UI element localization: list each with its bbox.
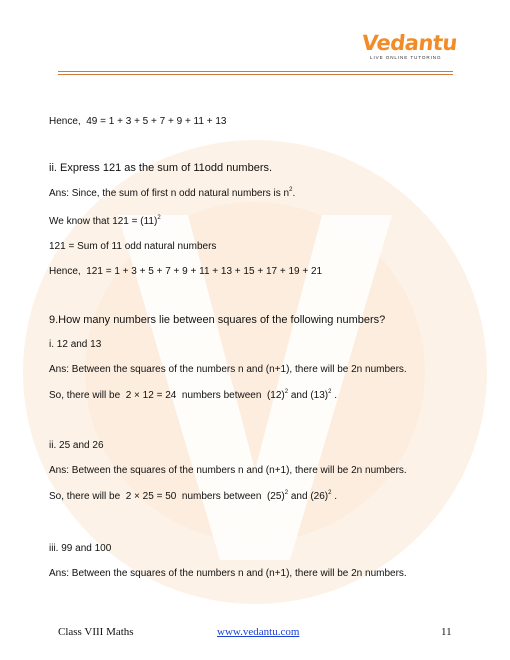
- text: Ans: Since, the sum of first n odd natural numbers is n: [49, 188, 290, 199]
- text: odd numbers.: [204, 162, 273, 174]
- equation: 121 =: [49, 241, 75, 252]
- question-label: ii.: [49, 162, 57, 174]
- text: and: [75, 543, 92, 554]
- logo-wordmark: Vedantu: [360, 31, 459, 55]
- question-label: i.: [49, 339, 54, 350]
- term: (26): [310, 491, 329, 502]
- number: 12: [56, 339, 68, 350]
- equation: 49 = 1 + 3 + 5 + 7 + 9 + 11 + 13: [86, 116, 227, 127]
- line-hence-121: [49, 266, 322, 278]
- question-label: iii.: [49, 543, 59, 554]
- text: .: [292, 188, 296, 199]
- text: and: [290, 390, 308, 401]
- text: Sum of 11 odd natural numbers: [77, 241, 217, 252]
- text: and: [70, 339, 88, 350]
- vedantu-logo: [360, 31, 459, 60]
- text: Hence,: [49, 116, 81, 127]
- number: 121: [102, 162, 122, 174]
- number: 13: [90, 339, 102, 350]
- text: Express: [60, 162, 100, 174]
- header-rule-bottom: [58, 74, 453, 75]
- text: as the sum of: [124, 162, 191, 174]
- text: Ans: Between the squares of the numbers n and (n+1), there will be 2n numbers.: [49, 364, 407, 375]
- line-so-ii: [49, 491, 337, 503]
- text: numbers between: [181, 390, 262, 401]
- superscript: 2: [284, 490, 289, 496]
- number: 26: [92, 440, 104, 451]
- text: So, there will be: [49, 491, 121, 502]
- term: (12): [266, 390, 285, 401]
- number: 25: [59, 440, 71, 451]
- question-label: ii.: [49, 440, 57, 451]
- header-rule-top: [58, 71, 453, 72]
- answer-ii: [49, 465, 407, 477]
- term: (13): [310, 390, 329, 401]
- number: 11: [193, 162, 205, 174]
- footer-website-link[interactable]: www.vedantu.com: [217, 626, 300, 638]
- question-9-heading: [49, 314, 385, 326]
- number: 100: [94, 543, 112, 554]
- text: Hence,: [49, 266, 81, 277]
- logo-tagline: LIVE ONLINE TUTORING: [370, 55, 442, 60]
- answer-sum-odd: [49, 188, 295, 200]
- footer-class-label: Class VIII Maths: [58, 626, 134, 638]
- superscript: 2: [284, 389, 289, 395]
- superscript: 2: [328, 490, 332, 496]
- superscript: 2: [289, 187, 293, 193]
- equation: 121 = (11): [112, 216, 158, 227]
- page-number: 11: [441, 626, 452, 638]
- text: We know that: [49, 216, 110, 227]
- term: (25): [266, 491, 285, 502]
- equation: 2 × 25 = 50: [125, 491, 177, 502]
- subquestion-ii: [49, 440, 104, 452]
- equation: 2 × 12 = 24: [125, 390, 177, 401]
- text: Ans: Between the squares of the numbers n and (n+1), there will be 2n numbers.: [49, 465, 407, 476]
- line-we-know: [49, 216, 161, 228]
- text: and: [72, 440, 90, 451]
- text: Ans: Between the squares of the numbers n and (n+1), there will be 2n numbers.: [49, 568, 407, 579]
- line-121-sum: [49, 241, 216, 253]
- text: and: [290, 491, 308, 502]
- text: 9.How many numbers lie between squares of the following numbers?: [49, 314, 386, 326]
- answer-i: [49, 364, 407, 376]
- subquestion-iii: [49, 543, 111, 555]
- subquestion-i: [49, 339, 101, 351]
- equation: 121 = 1 + 3 + 5 + 7 + 9 + 11 + 13 + 15 + 17 + 19 + 21: [86, 266, 323, 277]
- text: numbers between: [181, 491, 262, 502]
- text: .: [334, 390, 338, 401]
- superscript: 2: [157, 215, 161, 221]
- answer-iii: [49, 568, 407, 580]
- line-so-i: [49, 390, 337, 402]
- question-ii-heading: [49, 162, 272, 174]
- text: .: [334, 491, 338, 502]
- number: 99: [61, 543, 73, 554]
- line-hence-49: [49, 116, 226, 128]
- text: So, there will be: [49, 390, 121, 401]
- superscript: 2: [328, 389, 332, 395]
